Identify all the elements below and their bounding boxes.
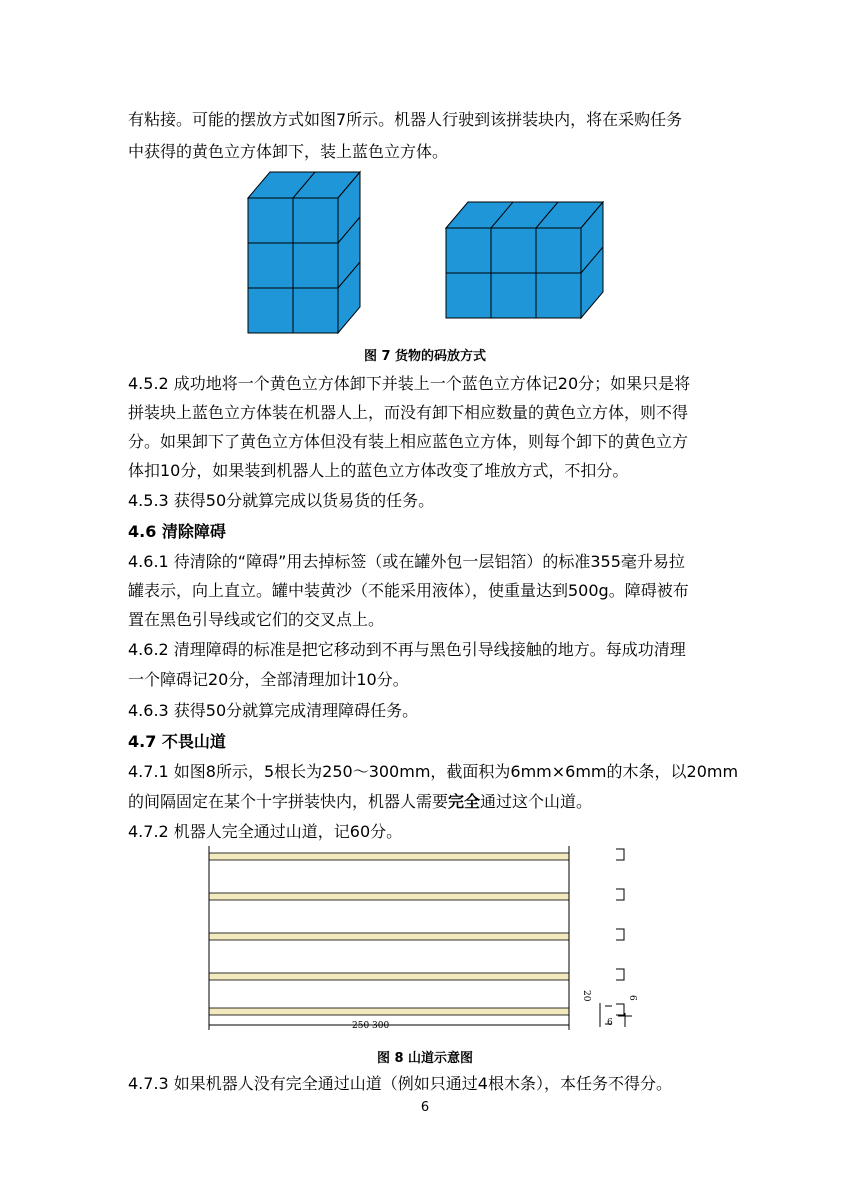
section-heading-4-6: 4.6 清除障碍 [128, 522, 226, 541]
figure-7-cube-stacks [240, 165, 620, 340]
dimension-length-label: 250 300 [352, 1021, 390, 1031]
text-line: 有粘接。可能的摆放方式如图7所示。机器人行驶到该拼装块内，将在采购任务 [128, 110, 683, 129]
text-line: 4.7.3 如果机器人没有完全通过山道（例如只通过4根木条），本任务不得分。 [128, 1074, 672, 1093]
text-line: 分。如果卸下了黄色立方体但没有装上相应蓝色立方体，则每个卸下的黄色立方 [128, 432, 689, 451]
section-heading-4-7: 4.7 不畏山道 [128, 732, 226, 751]
text-span: 的间隔固定在某个十字拼装快内，机器人需要 [128, 792, 449, 811]
strip-end-profile [616, 929, 624, 940]
text-line: 体扣10分，如果装到机器人上的蓝色立方体改变了堆放方式，不扣分。 [128, 461, 629, 480]
dimension-height-label: 6 [627, 995, 637, 1001]
strip-end-profile [616, 889, 624, 900]
text-line: 中获得的黄色立方体卸下，装上蓝色立方体。 [128, 142, 449, 161]
strip-end-profile [616, 969, 624, 980]
figure-8-caption: 图 8 山道示意图 [376, 1051, 474, 1066]
wooden-strip [209, 973, 569, 980]
text-line: 4.6.1 待清除的“障碍”用去掉标签（或在罐外包一层铝箔）的标准355毫升易拉 [128, 552, 685, 571]
text-line: 4.7.2 机器人完全通过山道，记60分。 [128, 822, 403, 841]
dimension-width-label: 6 [607, 1018, 613, 1028]
text-line: 置在黑色引导线或它们的交叉点上。 [128, 610, 385, 629]
wooden-strip [209, 853, 569, 860]
dimension-gap-label: 20 [581, 990, 591, 1002]
text-line: 一个障碍记20分，全部清理加计10分。 [128, 670, 409, 689]
wooden-strip [209, 1008, 569, 1015]
tall-stack-side-face [338, 172, 360, 333]
text-span: 通过这个山道。 [480, 792, 593, 811]
wooden-strip [209, 893, 569, 900]
figure-7-caption: 图 7 货物的码放方式 [363, 349, 487, 364]
text-line: 4.5.3 获得50分就算完成以货易货的任务。 [128, 491, 435, 510]
text-line: 罐表示，向上直立。罐中装黄沙（不能采用液体），使重量达到500g。障碍被布 [128, 581, 689, 600]
wide-stack-top-face [446, 202, 603, 228]
text-line: 4.7.1 如图8所示，5根长为250～300mm，截面积为6mm×6mm的木条，以20mm [128, 762, 739, 781]
strip-end-profile [616, 1004, 624, 1015]
emphasis-text: 完全 [448, 792, 481, 811]
text-line: 拼装块上蓝色立方体装在机器人上，而没有卸下相应数量的黄色立方体，则不得 [128, 403, 689, 422]
figure-8-mountain-road-diagram [200, 845, 640, 1040]
text-line [128, 792, 592, 812]
text-line: 4.5.2 成功地将一个黄色立方体卸下并装上一个蓝色立方体记20分；如果只是将 [128, 374, 691, 393]
text-line: 4.6.2 清理障碍的标准是把它移动到不再与黑色引导线接触的地方。每成功清理 [128, 640, 686, 659]
strip-end-profile [616, 849, 624, 860]
wooden-strip [209, 933, 569, 940]
text-line: 4.6.3 获得50分就算完成清理障碍任务。 [128, 701, 419, 720]
page-number: 6 [420, 1100, 430, 1115]
